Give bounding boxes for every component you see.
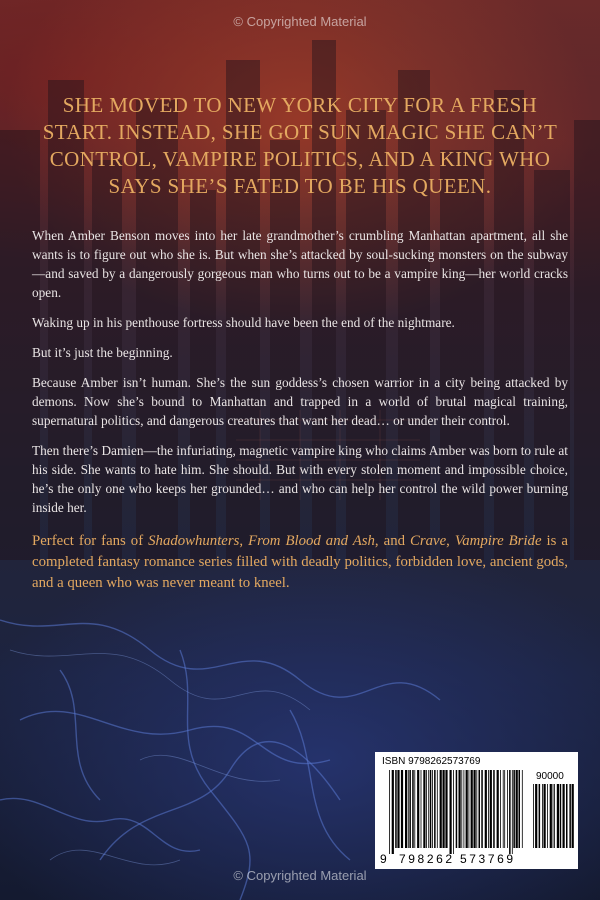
barcode-bar	[395, 770, 397, 848]
barcode-bar	[408, 770, 409, 848]
tagline-text: ,	[239, 533, 249, 549]
barcode-bar	[417, 770, 419, 848]
barcode-bar	[569, 784, 571, 848]
barcode-bar	[533, 784, 534, 848]
barcode-bar	[513, 770, 515, 848]
barcode-bar	[430, 770, 432, 848]
tagline-text: , and	[374, 533, 410, 549]
barcode-bar	[560, 784, 562, 848]
barcode-bar	[544, 784, 546, 848]
barcode-bar	[440, 770, 442, 848]
barcode-bar	[547, 784, 548, 848]
barcode-bar	[464, 770, 465, 848]
barcode-bar	[481, 770, 483, 848]
barcode-bar	[461, 770, 462, 848]
barcode-bar	[414, 770, 415, 848]
barcode-bar	[412, 770, 414, 848]
barcode-bar	[550, 784, 552, 848]
barcode-bar	[428, 770, 429, 848]
barcode-bar	[476, 770, 477, 848]
barcode-bar	[493, 770, 495, 848]
blurb	[32, 226, 568, 605]
blurb-paragraph: Then there’s Damien—the infuriating, magnetic vampire king who claims Amber was born to rule at his side. She wants to hate him. She should. But with every stolen moment and impossible choice, he’s the only one who keeps her grounded… and who can help her control the wild power burning inside her.	[32, 443, 568, 515]
barcode-bar	[432, 770, 433, 848]
barcode-bar	[516, 770, 518, 848]
barcode-bar	[503, 770, 504, 848]
barcode-bar	[485, 770, 487, 848]
barcode-bar	[443, 770, 445, 848]
headline: SHE MOVED TO NEW YORK CITY FOR A FRESH START. INSTEAD, SHE GOT SUN MAGIC SHE CAN’T CONTROL, VAMPIRE POLITICS, AND A KING WHO SAYS SHE’S FATED TO BE HIS QUEEN.	[42, 93, 558, 198]
barcode-bar	[557, 784, 559, 848]
barcode-bar	[542, 784, 543, 848]
blurb-paragraph: Waking up in his penthouse fortress should have been the end of the nightmare.	[32, 315, 455, 330]
barcode-bar	[519, 770, 521, 848]
tagline-text: Perfect for fans of	[32, 533, 149, 549]
tagline-text: ,	[446, 533, 455, 549]
barcode-bar	[553, 784, 554, 848]
barcode-bar	[401, 770, 403, 848]
barcode-bar	[504, 770, 505, 848]
isbn-digit-group: 573769	[460, 852, 516, 866]
tagline-title: Vampire Bride	[454, 533, 542, 549]
tagline-title: From Blood and Ash	[248, 533, 375, 549]
barcode-bar	[474, 770, 476, 848]
barcode-bar	[522, 770, 523, 848]
blurb-paragraph: Because Amber isn’t human. She’s the sun goddess’s chosen warrior in a city being attacked by demons. Now she’s bound to Manhattan and trapped in a world of brutal magical training, supernatural politics, and dangerous creatures that want her dead… or under their control.	[32, 375, 568, 428]
isbn-barcode	[375, 752, 578, 869]
barcode-bar	[490, 770, 492, 848]
barcode-bar	[471, 770, 473, 848]
isbn-digit-group: 798262	[399, 852, 455, 866]
isbn-label: ISBN 9798262573769	[382, 756, 481, 767]
barcode-bar	[450, 770, 452, 854]
tagline-title: Crave	[410, 533, 447, 549]
tagline	[32, 531, 568, 594]
barcode-bar	[509, 770, 511, 854]
barcode-bar	[397, 770, 399, 848]
barcode-bar	[566, 784, 568, 848]
barcode-bar	[434, 770, 436, 848]
barcode-bar	[497, 770, 499, 848]
barcode-bar	[421, 770, 422, 848]
barcode-bar	[426, 770, 427, 848]
barcode-bar	[512, 770, 513, 854]
barcode-bar	[466, 770, 468, 848]
barcode-bar	[409, 770, 411, 848]
blurb-paragraph: But it’s just the beginning.	[32, 345, 173, 360]
tagline-text: is a completed fantasy romance series filled with deadly politics, forbidden love, ancient gods, and a queen who was never meant to kneel.	[32, 533, 568, 591]
tagline-title: Shadowhunters	[148, 533, 240, 549]
barcode-bar	[488, 770, 489, 848]
barcode-bar	[563, 784, 565, 848]
barcode-bar	[459, 770, 461, 848]
copyright-watermark-top: © Copyrighted Material	[233, 14, 367, 29]
barcode-bar	[445, 770, 447, 848]
copyright-watermark-bottom: © Copyrighted Material	[233, 868, 367, 883]
barcode-bar	[572, 784, 574, 848]
barcode-bar	[539, 784, 541, 848]
barcode-bar	[554, 784, 555, 848]
barcode-bar	[453, 770, 454, 854]
price-code: 90000	[536, 771, 564, 782]
barcode-bar	[535, 784, 537, 848]
barcode-bar	[469, 770, 470, 848]
barcode-bar	[437, 770, 438, 848]
barcode-bar	[507, 770, 508, 848]
barcode-bar	[392, 770, 394, 854]
barcode-bar	[456, 770, 458, 848]
blurb-paragraph: When Amber Benson moves into her late grandmother’s crumbling Manhattan apartment, all she wants is to figure out who she is. But when she’s attacked by soul-sucking monsters on the subway—and saved by a dangerously gorgeous man who turns out to be a vampire king—her world cracks open.	[32, 228, 568, 300]
isbn-digit-lead: 9	[380, 852, 387, 866]
barcode-bar	[423, 770, 425, 848]
barcode-bar	[389, 770, 390, 854]
barcode-bar	[500, 770, 501, 848]
barcode-bar	[405, 770, 407, 848]
barcode-bar	[479, 770, 481, 848]
